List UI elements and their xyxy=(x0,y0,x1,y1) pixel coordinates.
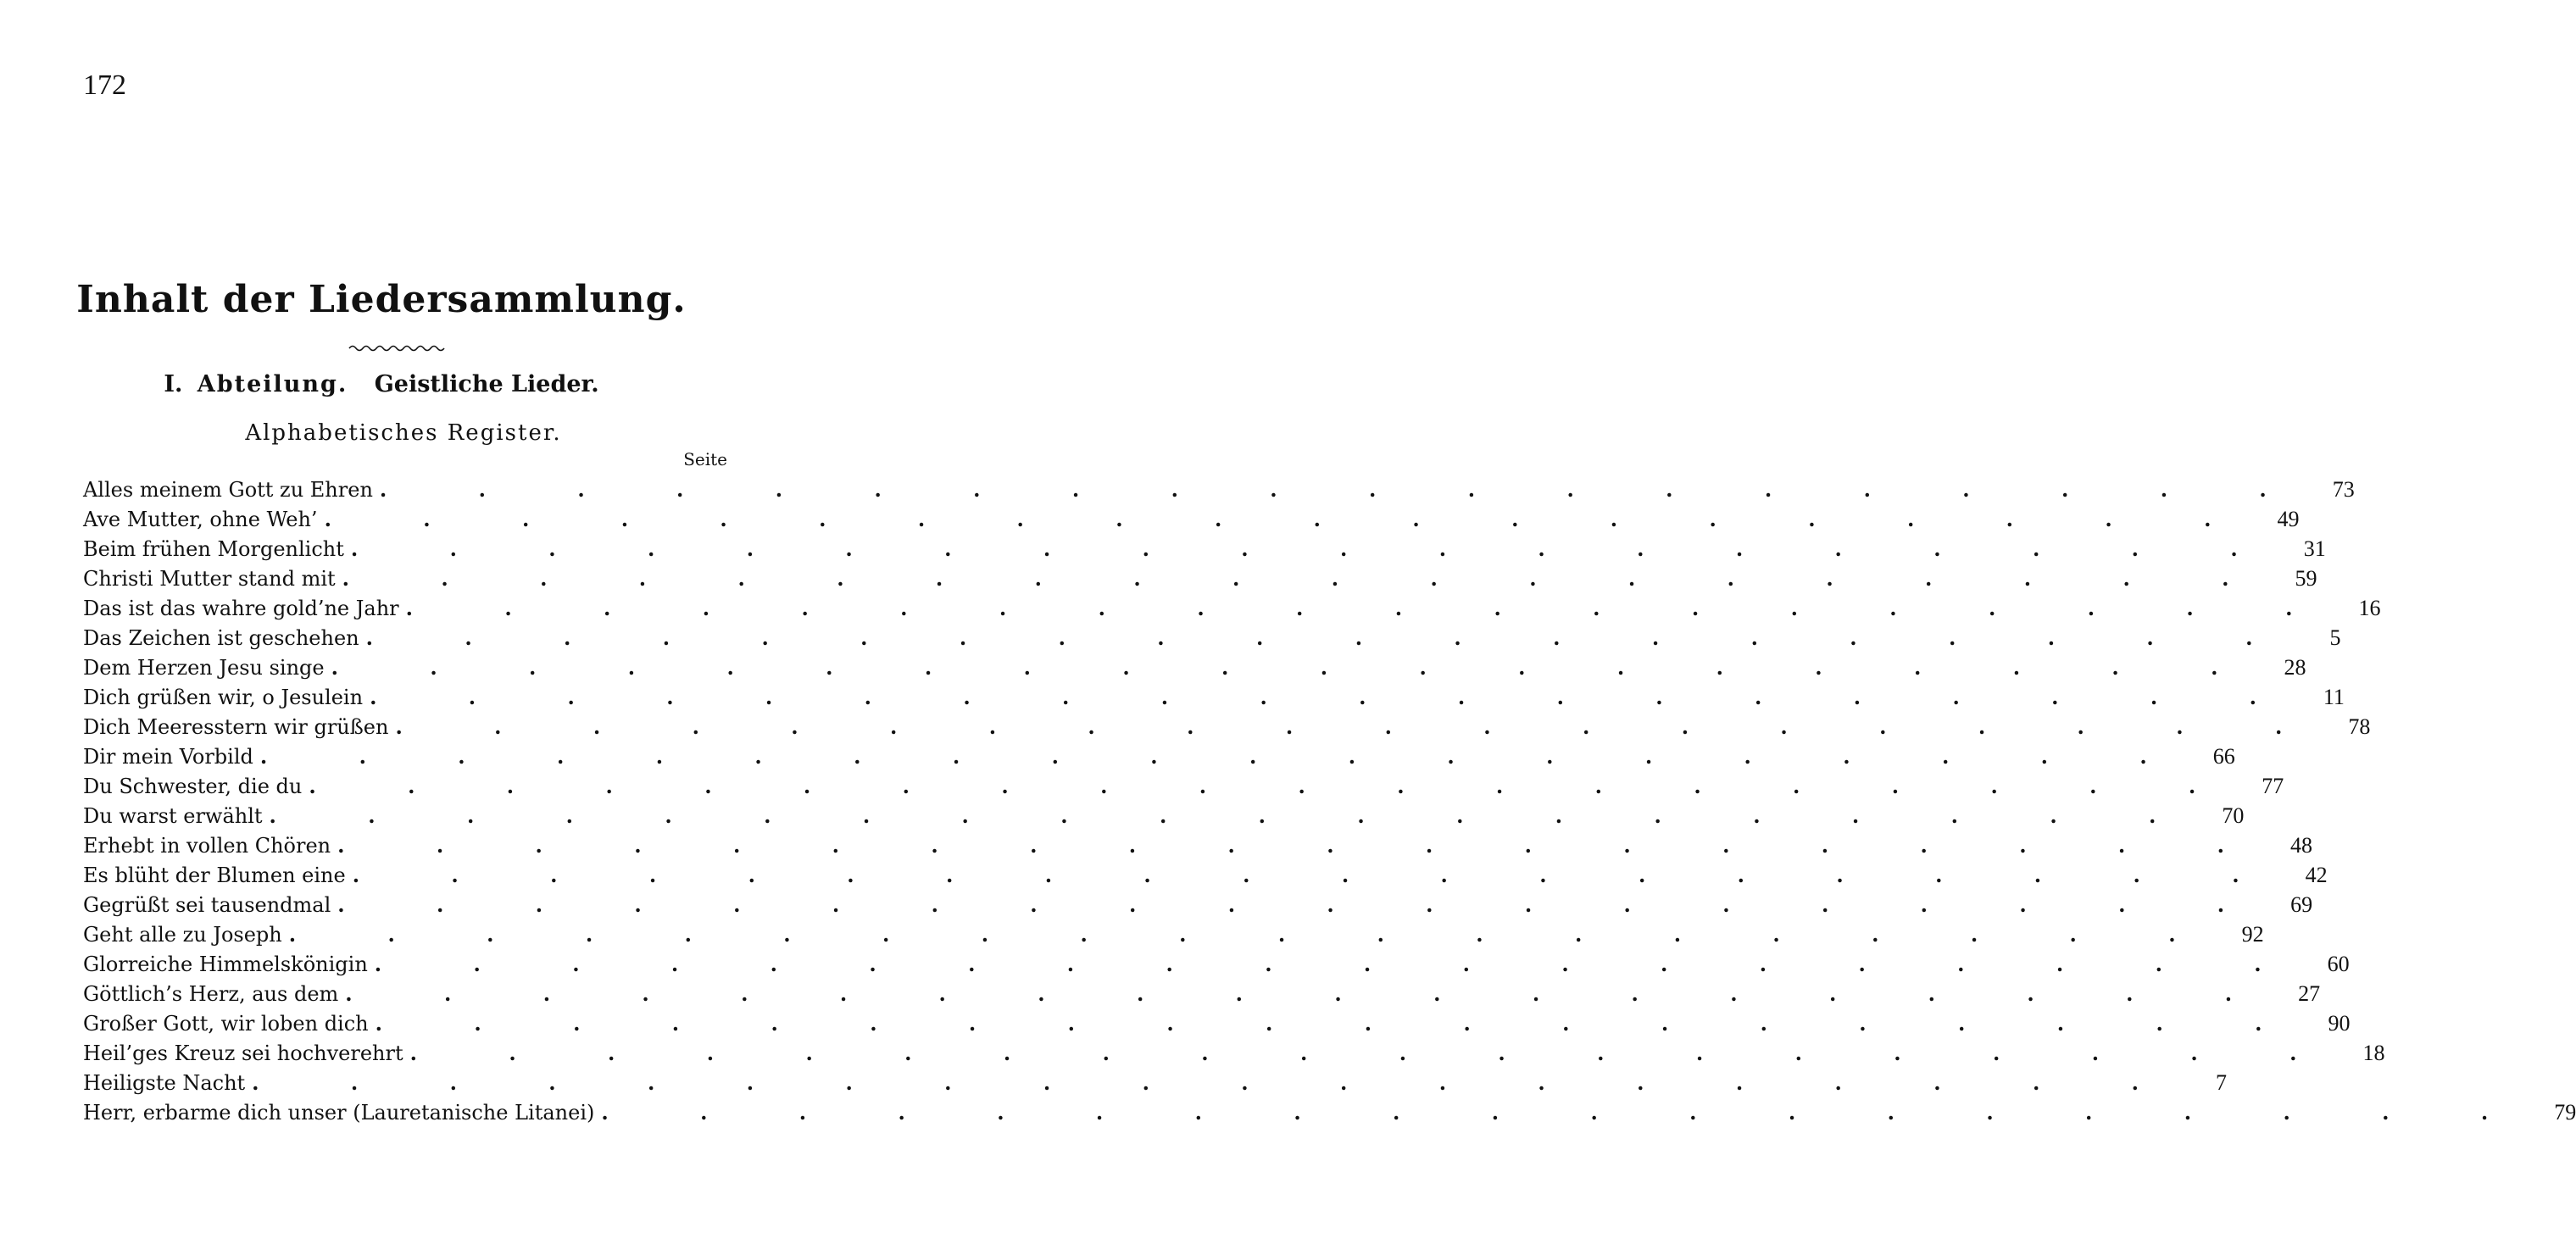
toc-entry-page: 60 xyxy=(2327,951,2350,976)
dot-leader: . . . . . . . . . . . . . . . . . . . . xyxy=(342,566,2272,591)
toc-entry-title: Dich Meeresstern wir grüßen xyxy=(83,714,389,739)
toc-entry xyxy=(83,1008,2351,1038)
toc-entry-title: Gegrüßt sei tausendmal xyxy=(83,892,331,917)
dot-leader: . . . . . . . . . . . . . . . . . . . . xyxy=(345,981,2275,1006)
toc-entry-page: 18 xyxy=(2362,1040,2385,1065)
toc-entry-title: Du Schwester, die du xyxy=(83,774,303,798)
dot-leader: . . . . . . . . . . . . . . . . . . . . xyxy=(309,774,2239,798)
toc-entry xyxy=(83,712,2371,741)
toc-entry-page: 49 xyxy=(2277,506,2300,531)
toc-entry-page: 16 xyxy=(2358,595,2381,620)
section-label: Abteilung. xyxy=(197,371,348,397)
wavy-divider xyxy=(348,342,448,354)
toc-entry xyxy=(83,860,2328,890)
toc-entry xyxy=(83,741,2235,771)
toc-entry xyxy=(83,593,2381,623)
toc-entry-page: 92 xyxy=(2241,921,2264,947)
toc-entry-page: 79 xyxy=(2554,1099,2576,1125)
toc-entry xyxy=(83,830,2312,860)
toc-entry xyxy=(83,1068,2228,1097)
dot-leader: . . . . . . . . . . . . . . . . . . . . xyxy=(331,655,2261,680)
toc-entry-title: Glorreiche Himmelskönigin xyxy=(83,952,368,976)
toc-entry-page: 28 xyxy=(2284,654,2306,680)
toc-entry xyxy=(83,504,2300,534)
toc-entry-title: Großer Gott, wir loben dich xyxy=(83,1011,369,1036)
section-name: Geistliche Lieder. xyxy=(374,371,599,397)
toc-entry-title: Dir mein Vorbild xyxy=(83,744,253,769)
page-title: Inhalt der Liedersammlung. xyxy=(76,278,687,321)
dot-leader: . . . . . . . . . . . . . . . . . . . . xyxy=(269,803,2199,828)
toc-entry-page: 11 xyxy=(2323,684,2345,709)
dot-leader: . . . . . . . . . . . . . . . . . . . . xyxy=(337,892,2267,917)
toc-entry-title: Beim frühen Morgenlicht xyxy=(83,536,344,561)
dot-leader: . . . . . . . . . . . . . . . . . . . . xyxy=(259,744,2189,769)
toc-entry xyxy=(83,682,2345,712)
toc-entry xyxy=(83,623,2341,653)
toc-entry-title: Das ist das wahre gold’ne Jahr xyxy=(83,596,399,620)
toc-entry xyxy=(83,771,2284,801)
toc-entry-page: 70 xyxy=(2222,803,2245,828)
toc-entry xyxy=(83,1097,2576,1127)
toc-entry-title: Ave Mutter, ohne Weh’ xyxy=(83,507,318,531)
toc-entry xyxy=(83,564,2317,593)
toc-entry xyxy=(83,534,2326,564)
toc-entry xyxy=(83,653,2306,682)
section-number: I. xyxy=(164,371,183,397)
toc-entry xyxy=(83,1038,2385,1068)
toc-entry-title: Du warst erwählt xyxy=(83,803,263,828)
toc-entry-page: 73 xyxy=(2332,476,2355,502)
dot-leader: . . . . . . . . . . . . . . . . . . . . xyxy=(379,477,2309,502)
toc-entry-title: Das Zeichen ist geschehen xyxy=(83,625,359,650)
dot-leader: . . . . . . . . . . . . . . . . . . . . xyxy=(409,1041,2340,1065)
toc-entry-page: 59 xyxy=(2295,565,2317,591)
dot-leader: . . . . . . . . . . . . . . . . . . . . xyxy=(601,1100,2531,1125)
dot-leader: . . . . . . . . . . . . . . . . . . . . xyxy=(374,952,2304,976)
toc-entry-page: 42 xyxy=(2305,862,2328,887)
toc-entry-title: Alles meinem Gott zu Ehren xyxy=(83,477,373,502)
toc-entry-title: Es blüht der Blumen eine xyxy=(83,863,346,887)
dot-leader: . . . . . . . . . . . . . . . . . . . . xyxy=(324,507,2254,531)
toc-entry-title: Herr, erbarme dich unser (Lauretanische Litanei) xyxy=(83,1100,595,1125)
toc-entry xyxy=(83,475,2355,504)
toc-entry-page: 48 xyxy=(2289,832,2312,858)
dot-leader: . . . . . . . . . . . . . . . . . . . . xyxy=(370,685,2299,709)
dot-leader: . . . . . . . . . . . . . . . . . . . . xyxy=(288,922,2218,947)
toc-entry-title: Göttlich’s Herz, aus dem xyxy=(83,981,339,1006)
toc-entry-page: 77 xyxy=(2262,773,2284,798)
toc-entry-page: 5 xyxy=(2329,625,2341,650)
toc-entry xyxy=(83,801,2245,830)
toc-entry-page: 31 xyxy=(2303,536,2326,561)
toc-entry-page: 27 xyxy=(2298,980,2321,1006)
toc-entry xyxy=(83,919,2264,949)
toc-entry-title: Heiligste Nacht xyxy=(83,1070,246,1095)
toc-entry-title: Heil’ges Kreuz sei hochverehrt xyxy=(83,1041,403,1065)
section-heading xyxy=(0,371,763,397)
toc-entry-title: Erhebt in vollen Chören xyxy=(83,833,331,858)
dot-leader: . . . . . . . . . . . . . . . . . . . . xyxy=(365,625,2295,650)
page-number: 172 xyxy=(83,69,126,101)
dot-leader: . . . . . . . . . . . . . . . . . . . . xyxy=(395,714,2325,739)
dot-leader: . . . . . . . . . . . . . . . . . . . . xyxy=(352,863,2282,887)
dot-leader: . . . . . . . . . . . . . . . . . . . . xyxy=(405,596,2335,620)
toc-entry xyxy=(83,890,2313,919)
toc-entry xyxy=(83,979,2321,1008)
table-of-contents xyxy=(83,475,2576,1127)
toc-entry-title: Geht alle zu Joseph xyxy=(83,922,282,947)
toc-entry-title: Christi Mutter stand mit xyxy=(83,566,336,591)
toc-entry-title: Dich grüßen wir, o Jesulein xyxy=(83,685,364,709)
page-column-label: Seite xyxy=(683,449,727,469)
toc-entry-page: 78 xyxy=(2348,714,2371,739)
dot-leader: . . . . . . . . . . . . . . . . . . . . xyxy=(375,1011,2305,1036)
dot-leader: . . . . . . . . . . . . . . . . . . . . xyxy=(350,536,2280,561)
dot-leader: . . . . . . . . . . . . . . . . . . . . xyxy=(337,833,2267,858)
toc-entry-page: 90 xyxy=(2328,1010,2351,1036)
toc-entry-page: 7 xyxy=(2216,1069,2228,1095)
toc-entry-title: Dem Herzen Jesu singe xyxy=(83,655,325,680)
toc-entry xyxy=(83,949,2350,979)
register-heading: Alphabetisches Register. xyxy=(245,420,562,446)
toc-entry-page: 69 xyxy=(2290,891,2313,917)
toc-entry-page: 66 xyxy=(2212,743,2235,769)
dot-leader: . . . . . . . . . . . . . . . . . . . . xyxy=(252,1070,2182,1095)
